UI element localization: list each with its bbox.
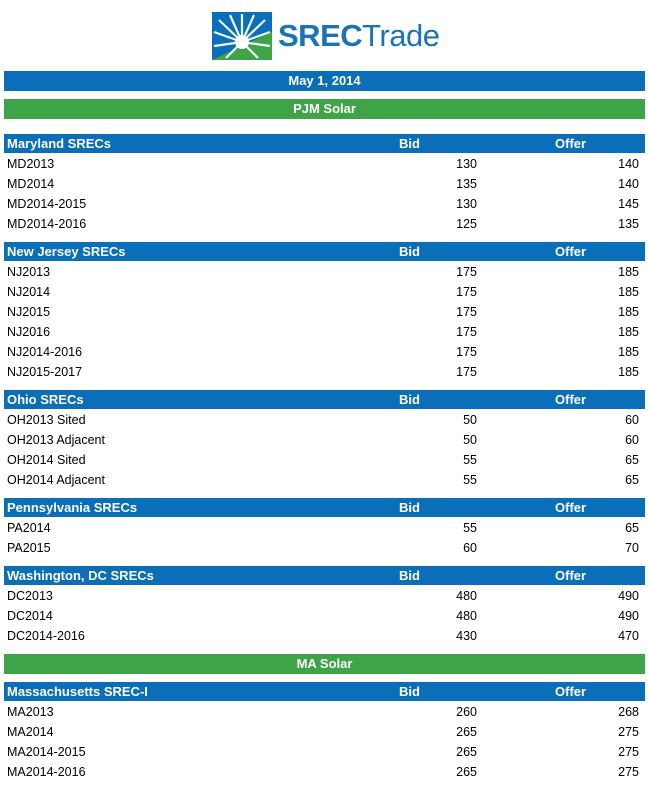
- product-name: OH2014 Adjacent: [7, 473, 105, 487]
- product-name: MD2014-2016: [7, 217, 87, 231]
- bid-column-header: Bid: [399, 136, 420, 151]
- table-row: [4, 282, 645, 302]
- bid-value: 125: [456, 217, 477, 231]
- table-row: [4, 450, 645, 470]
- offer-value: 65: [625, 453, 639, 467]
- bid-column-header: Bid: [399, 500, 420, 515]
- bid-column-header: Bid: [399, 244, 420, 259]
- section-name: New Jersey SRECs: [7, 244, 126, 259]
- offer-value: 140: [618, 157, 639, 171]
- product-name: PA2014: [7, 521, 51, 535]
- offer-value: 275: [618, 765, 639, 779]
- table-row: [4, 322, 645, 342]
- offer-column-header: Offer: [555, 684, 587, 699]
- offer-value: 65: [625, 473, 639, 487]
- offer-value: 490: [618, 609, 639, 623]
- section-header: [4, 566, 645, 585]
- sunburst-logo-icon: [212, 12, 272, 60]
- logo-srec-text: SREC: [278, 18, 363, 53]
- offer-value: 185: [618, 285, 639, 299]
- offer-value: 470: [618, 629, 639, 643]
- offer-value: 185: [618, 345, 639, 359]
- table-row: [4, 586, 645, 606]
- table-row: [4, 154, 645, 174]
- table-row: [4, 626, 645, 646]
- bid-value: 130: [456, 197, 477, 211]
- product-name: MD2014: [7, 177, 55, 191]
- product-name: OH2013 Sited: [7, 413, 86, 427]
- bid-value: 480: [456, 589, 477, 603]
- offer-value: 145: [618, 197, 639, 211]
- table-row: [4, 722, 645, 742]
- section-header: [4, 390, 645, 409]
- table-row: [4, 302, 645, 322]
- product-name: DC2014: [7, 609, 53, 623]
- offer-column-header: Offer: [555, 244, 587, 259]
- table-row: [4, 538, 645, 558]
- offer-value: 60: [625, 433, 639, 447]
- srectrade-logo: [212, 12, 452, 60]
- product-name: NJ2015-2017: [7, 365, 83, 379]
- bid-value: 480: [456, 609, 477, 623]
- product-name: NJ2013: [7, 265, 51, 279]
- product-name: MA2014-2016: [7, 765, 86, 779]
- section-name: Pennsylvania SRECs: [7, 500, 138, 515]
- bid-value: 265: [456, 745, 477, 759]
- product-name: OH2013 Adjacent: [7, 433, 105, 447]
- offer-value: 60: [625, 413, 639, 427]
- product-name: NJ2016: [7, 325, 51, 339]
- offer-value: 70: [625, 541, 639, 555]
- bid-value: 175: [456, 265, 477, 279]
- table-row: [4, 194, 645, 214]
- product-name: NJ2015: [7, 305, 51, 319]
- product-name: MA2014: [7, 725, 54, 739]
- bid-column-header: Bid: [399, 684, 420, 699]
- offer-value: 275: [618, 745, 639, 759]
- table-row: [4, 762, 645, 782]
- offer-column-header: Offer: [555, 136, 587, 151]
- bid-value: 175: [456, 365, 477, 379]
- offer-value: 268: [618, 705, 639, 719]
- offer-column-header: Offer: [555, 392, 587, 407]
- offer-value: 140: [618, 177, 639, 191]
- offer-value: 135: [618, 217, 639, 231]
- offer-value: 185: [618, 305, 639, 319]
- offer-column-header: Offer: [555, 500, 587, 515]
- table-row: [4, 430, 645, 450]
- product-name: DC2013: [7, 589, 53, 603]
- product-name: MA2013: [7, 705, 54, 719]
- product-name: DC2014-2016: [7, 629, 85, 643]
- region-band: MA Solar: [4, 654, 645, 674]
- bid-value: 60: [463, 541, 477, 555]
- logo-trade-text: Trade: [362, 18, 440, 53]
- table-row: [4, 702, 645, 722]
- table-row: [4, 214, 645, 234]
- bid-value: 50: [463, 433, 477, 447]
- offer-value: 185: [618, 365, 639, 379]
- product-name: PA2015: [7, 541, 51, 555]
- offer-value: 185: [618, 325, 639, 339]
- table-row: [4, 174, 645, 194]
- product-name: MD2014-2015: [7, 197, 87, 211]
- logo-wordmark: [278, 18, 439, 54]
- table-row: [4, 262, 645, 282]
- bid-value: 265: [456, 765, 477, 779]
- table-row: [4, 606, 645, 626]
- date-band: May 1, 2014: [4, 71, 645, 91]
- bid-column-header: Bid: [399, 392, 420, 407]
- bid-value: 130: [456, 157, 477, 171]
- bid-value: 50: [463, 413, 477, 427]
- bid-value: 175: [456, 325, 477, 339]
- section-header: [4, 682, 645, 701]
- bid-value: 55: [463, 453, 477, 467]
- table-row: [4, 410, 645, 430]
- bid-value: 430: [456, 629, 477, 643]
- offer-value: 185: [618, 265, 639, 279]
- offer-column-header: Offer: [555, 568, 587, 583]
- product-name: MD2013: [7, 157, 55, 171]
- bid-value: 175: [456, 285, 477, 299]
- section-header: [4, 498, 645, 517]
- section-name: Ohio SRECs: [7, 392, 84, 407]
- bid-value: 175: [456, 345, 477, 359]
- region-band: PJM Solar: [4, 99, 645, 119]
- section-name: Maryland SRECs: [7, 136, 112, 151]
- bid-value: 265: [456, 725, 477, 739]
- bid-value: 260: [456, 705, 477, 719]
- bid-column-header: Bid: [399, 568, 420, 583]
- section-name: Washington, DC SRECs: [7, 568, 154, 583]
- section-header: [4, 134, 645, 153]
- section-name: Massachusetts SREC-I: [7, 684, 148, 699]
- table-row: [4, 362, 645, 382]
- product-name: OH2014 Sited: [7, 453, 86, 467]
- table-row: [4, 742, 645, 762]
- table-row: [4, 470, 645, 490]
- bid-value: 135: [456, 177, 477, 191]
- product-name: NJ2014-2016: [7, 345, 83, 359]
- table-row: [4, 518, 645, 538]
- table-row: [4, 342, 645, 362]
- offer-value: 490: [618, 589, 639, 603]
- offer-value: 65: [625, 521, 639, 535]
- product-name: NJ2014: [7, 285, 51, 299]
- offer-value: 275: [618, 725, 639, 739]
- bid-value: 55: [463, 521, 477, 535]
- bid-value: 175: [456, 305, 477, 319]
- product-name: MA2014-2015: [7, 745, 86, 759]
- bid-value: 55: [463, 473, 477, 487]
- section-header: [4, 242, 645, 261]
